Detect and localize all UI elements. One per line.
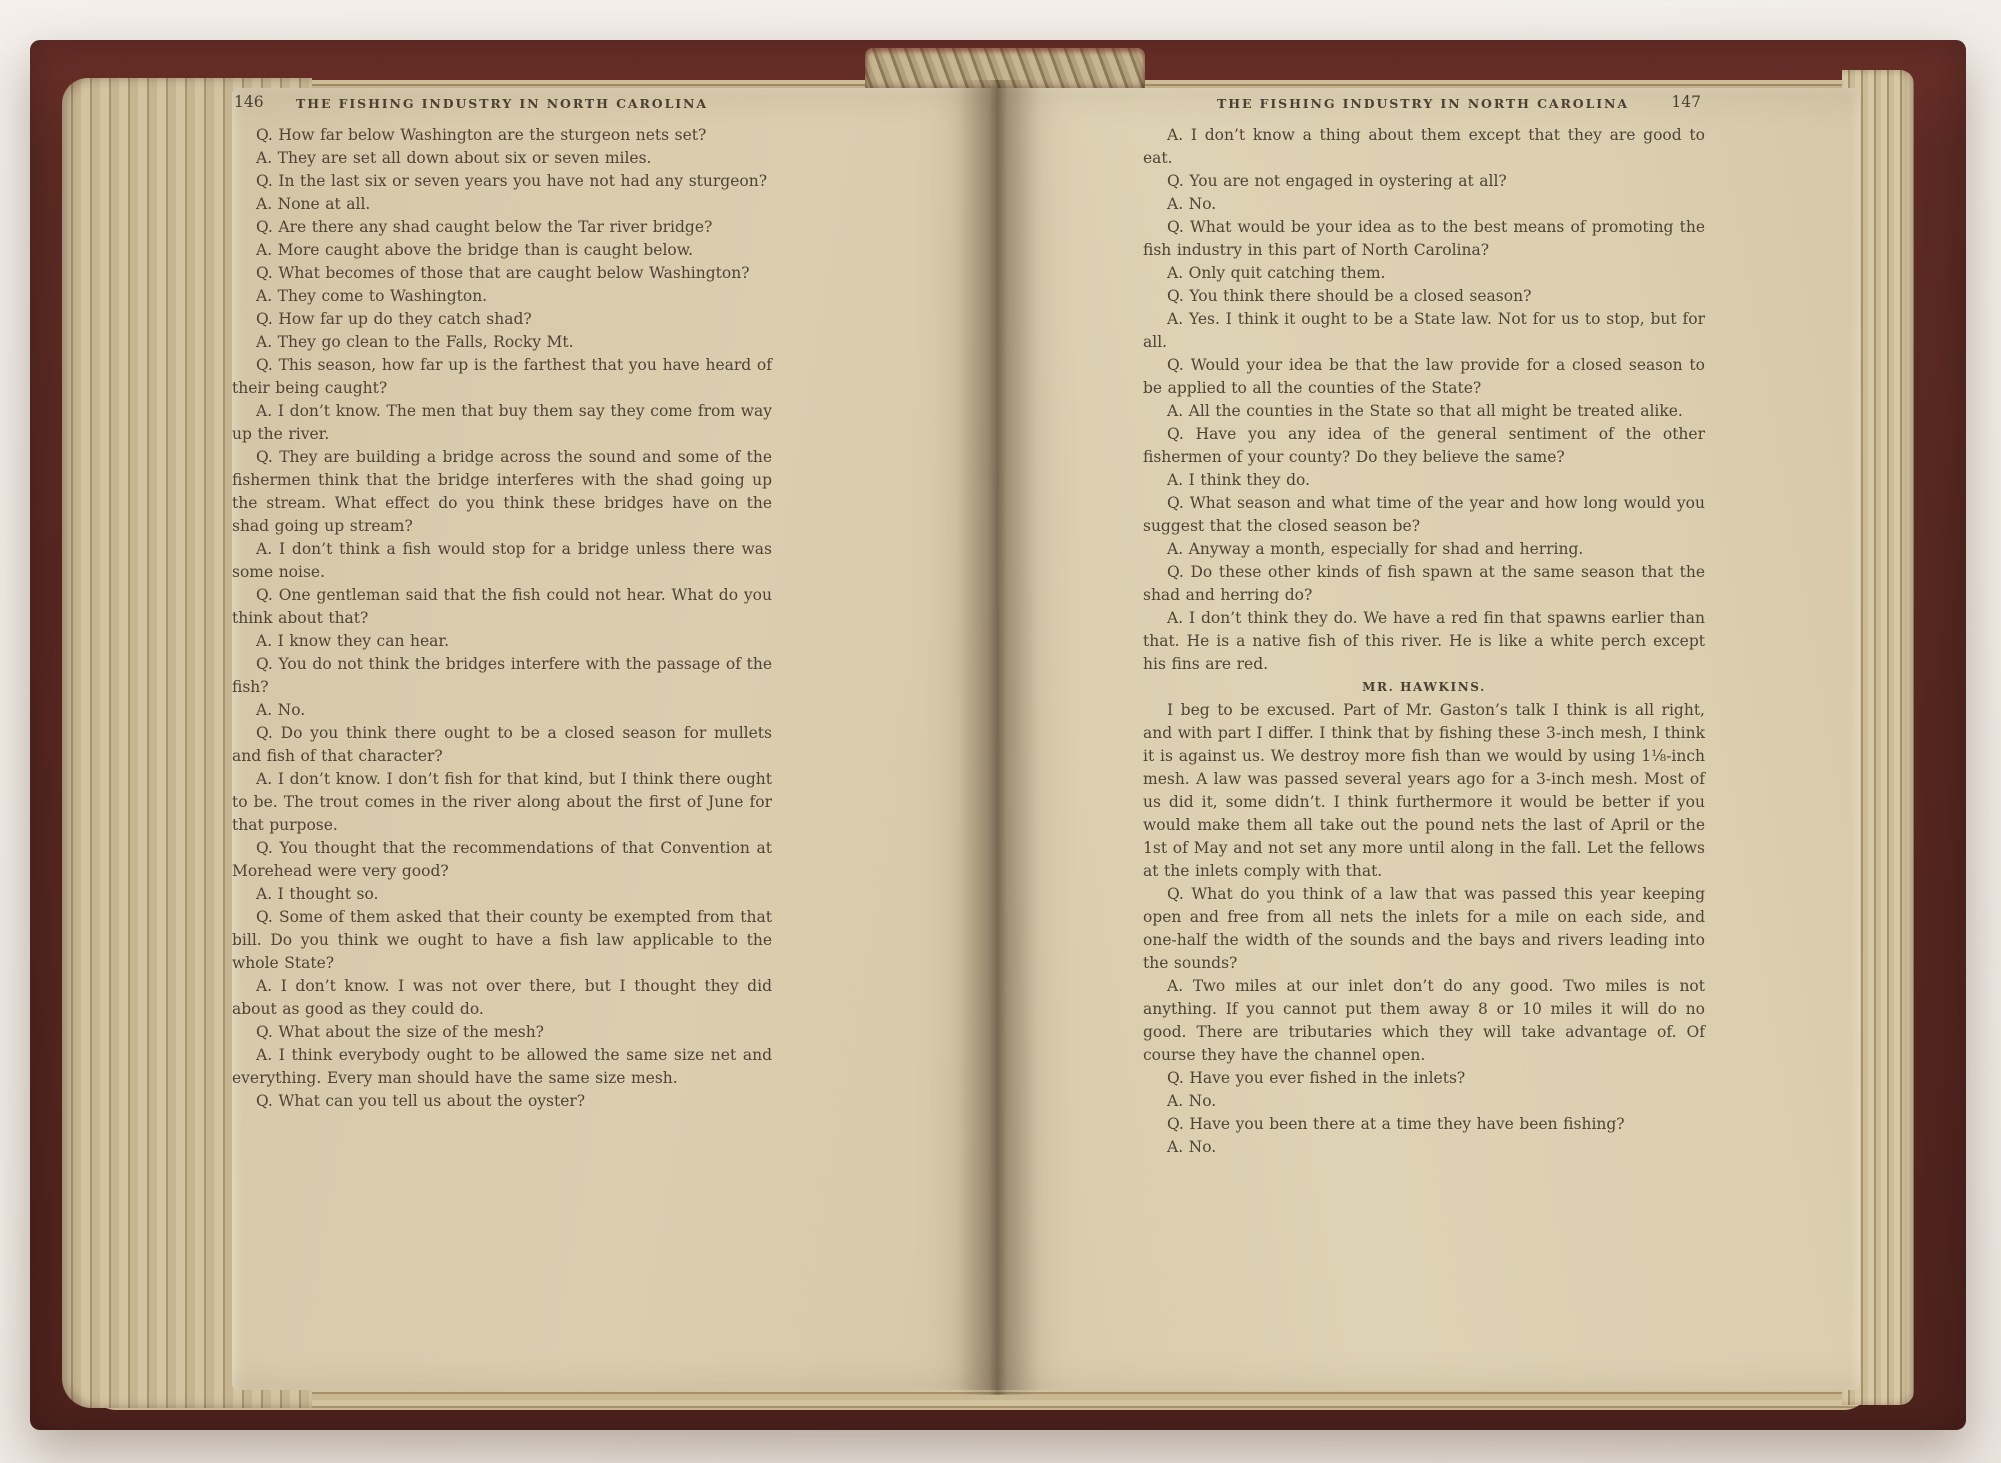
left-page-header — [232, 93, 772, 116]
right-page-header — [1143, 93, 1703, 116]
paragraph: Q. One gentleman said that the fish could not hear. What do you think about that? — [232, 586, 772, 627]
paragraph: A. I think they do. — [1167, 471, 1311, 489]
paragraph: A. They come to Washington. — [256, 287, 488, 305]
paragraph: Q. Have you ever fished in the inlets? — [1167, 1069, 1466, 1087]
paragraph: Q. What can you tell us about the oyster? — [256, 1092, 586, 1110]
paragraph: A. I know they can hear. — [256, 632, 450, 650]
section-heading: MR. HAWKINS. — [1362, 680, 1486, 694]
paragraph: A. Only quit catching them. — [1167, 264, 1386, 282]
left-page-body — [232, 124, 772, 1113]
paragraph: A. I don’t think they do. We have a red fin that spawns earlier than that. He is a native fish of this river. He is like a white perch except his fins are red. — [1143, 609, 1705, 673]
paragraph: A. None at all. — [256, 195, 371, 213]
paragraph: A. I think everybody ought to be allowed the same size net and everything. Every man should have the same size mesh. — [232, 1046, 772, 1087]
paragraph: Q. Do these other kinds of fish spawn at the same season that the shad and herring do? — [1143, 563, 1705, 604]
left-running-header: THE FISHING INDUSTRY IN NORTH CAROLINA — [296, 96, 708, 111]
paragraph: Q. You think there should be a closed season? — [1167, 287, 1532, 305]
paragraph: A. All the counties in the State so that all might be treated alike. — [1167, 402, 1683, 420]
paragraph: Q. Do you think there ought to be a closed season for mullets and fish of that character? — [232, 724, 772, 765]
paragraph: Q. In the last six or seven years you have not had any sturgeon? — [256, 172, 768, 190]
paragraph: Q. What would be your idea as to the best means of promoting the fish industry in this part of North Carolina? — [1143, 218, 1705, 259]
paragraph: A. More caught above the bridge than is caught below. — [256, 241, 694, 259]
paragraph: A. I don’t know. The men that buy them say they come from way up the river. — [232, 402, 772, 443]
paragraph: Q. What season and what time of the year and how long would you suggest that the closed season be? — [1143, 494, 1705, 535]
paragraph: A. Yes. I think it ought to be a State law. Not for us to stop, but for all. — [1143, 310, 1705, 351]
paragraph: A. They go clean to the Falls, Rocky Mt. — [256, 333, 574, 351]
paragraph: A. I don’t think a fish would stop for a bridge unless there was some noise. — [232, 540, 772, 581]
left-page-number: 146 — [234, 93, 264, 111]
paragraph: Q. They are building a bridge across the sound and some of the fishermen think that the bridge interferes with the shad going up the stream. What effect do you think these bridges have on the shad going up stream? — [232, 448, 772, 535]
paragraph: A. Two miles at our inlet don’t do any good. Two miles is not anything. If you cannot put them away 8 or 10 miles it will do no good. There are tributaries which they will take advantage of. Of course they have the channel open. — [1143, 977, 1705, 1064]
paragraph: Q. Would your idea be that the law provide for a closed season to be applied to all the counties of the State? — [1143, 356, 1705, 397]
paragraph: A. Anyway a month, especially for shad and herring. — [1167, 540, 1584, 558]
paragraph: Q. What do you think of a law that was passed this year keeping open and free from all nets the inlets for a mile on each side, and one-half the width of the sounds and the bays and rivers leading into the sounds? — [1143, 885, 1705, 972]
paragraph: A. No. — [1167, 195, 1217, 213]
paragraph: Q. What becomes of those that are caught below Washington? — [256, 264, 750, 282]
right-running-header: THE FISHING INDUSTRY IN NORTH CAROLINA — [1217, 96, 1629, 111]
right-page-body — [1143, 124, 1705, 1159]
paragraph: A. I don’t know. I don’t fish for that kind, but I think there ought to be. The trout comes in the river along about the first of June for that purpose. — [232, 770, 772, 834]
paragraph: Q. Have you been there at a time they have been fishing? — [1167, 1115, 1625, 1133]
paragraph: A. No. — [256, 701, 306, 719]
paragraph: Q. How far below Washington are the sturgeon nets set? — [256, 126, 707, 144]
right-page-number: 147 — [1671, 93, 1701, 111]
paragraph: Q. What about the size of the mesh? — [256, 1023, 544, 1041]
paragraph: A. They are set all down about six or seven miles. — [256, 149, 652, 167]
paragraph: I beg to be excused. Part of Mr. Gaston’s talk I think is all right, and with part I differ. I think that by fishing these 3-inch mesh, I think it is against us. We destroy more fish than we would by using 1⅛-inch mesh. A law was passed several years ago for a 3-inch mesh. Most of us did it, some didn’t. I think furthermore it would be better if you would make them all take out the pound nets the last of April or the 1st of May and not set any more until along in the fall. Let the fellows at the inlets comply with that. — [1143, 701, 1705, 880]
paragraph: A. I thought so. — [256, 885, 379, 903]
right-page-qa-section — [1143, 124, 1705, 676]
paragraph: A. No. — [1167, 1092, 1217, 1110]
paragraph: A. I don’t know. I was not over there, but I thought they did about as good as they could do. — [232, 977, 772, 1018]
right-page-hawkins-section — [1143, 699, 1705, 1159]
paragraph: Q. You are not engaged in oystering at all? — [1167, 172, 1507, 190]
paragraph: Q. How far up do they catch shad? — [256, 310, 532, 328]
paragraph: Q. Have you any idea of the general sentiment of the other fishermen of your county? Do they believe the same? — [1143, 425, 1705, 466]
paragraph: Q. You thought that the recommendations of that Convention at Morehead were very good? — [232, 839, 772, 880]
paragraph: Q. You do not think the bridges interfere with the passage of the fish? — [232, 655, 772, 696]
paragraph: Q. This season, how far up is the farthest that you have heard of their being caught? — [232, 356, 772, 397]
paragraph: A. No. — [1167, 1138, 1217, 1156]
paragraph: Q. Some of them asked that their county be exempted from that bill. Do you think we ought to have a fish law applicable to the whole State? — [232, 908, 772, 972]
paragraph: Q. Are there any shad caught below the Tar river bridge? — [256, 218, 713, 236]
paragraph: A. I don’t know a thing about them except that they are good to eat. — [1143, 126, 1705, 167]
